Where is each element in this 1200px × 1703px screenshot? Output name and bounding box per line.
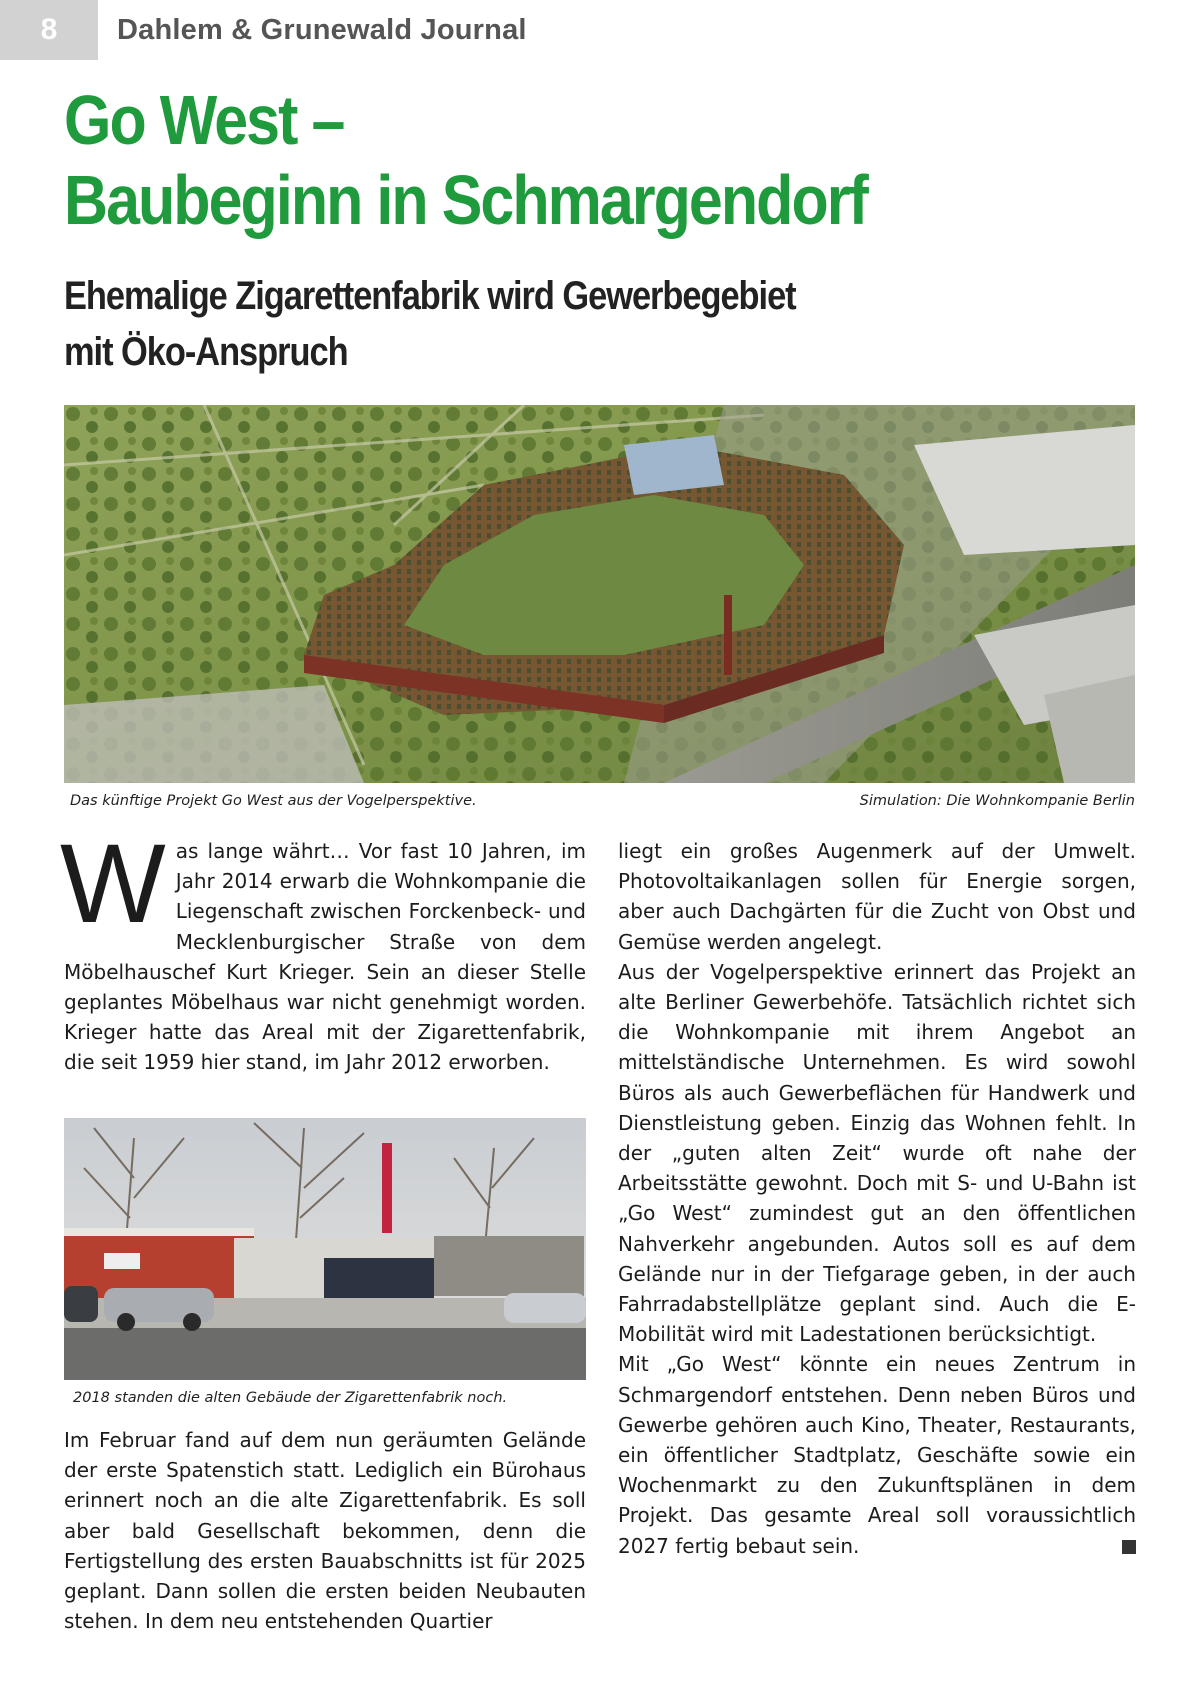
main-photo-credit: Simulation: Die Wohnkompanie Berlin [859, 793, 1135, 809]
paragraph-3: liegt ein großes Augenmerk auf der Umwelt. Photovoltaikanlagen sollen für Energie sorgen, aber auch Dachgärten für die Zucht von Obst und Gemüse werden angelegt. [618, 839, 1136, 954]
aerial-illustration [64, 405, 1135, 783]
main-photo-caption: Das künftige Projekt Go West aus der Vogelperspektive. [70, 793, 477, 809]
paragraph-5-text: Mit „Go West“ könnte ein neues Zentrum in Schmargendorf entstehen. Denn neben Büros und Gewerbe gehören auch Kino, Theater, Restaurants, ein öffentlicher Stadtplatz, Geschäfte sowie ein Wochenmarkt zu den Zukunftsplänen in dem Projekt. Das gesamte Areal soll voraussichtlich 2027 fertig bebaut sein. [618, 1352, 1136, 1558]
street-illustration [64, 1118, 586, 1380]
intro-paragraph: as lange währt… Vor fast 10 Jahren, im Jahr 2014 erwarb die Wohnkompanie die Liegenschaft zwischen Forckenbeck- und Mecklenburgischer Straße von dem Möbelhauschef Kurt Krieger. Sein an dieser Stelle geplantes Möbelhaus war nicht genehmigt worden. Krieger hatte das Areal mit der Zigarettenfabrik, die seit 1959 hier stand, im Jahr 2012 erworben. [64, 839, 586, 1075]
article-right-column [618, 836, 1136, 1561]
headline-line-1: Go West – [64, 81, 344, 159]
aerial-project-photo [64, 405, 1135, 783]
paragraph-4: Aus der Vogelperspektive erinnert das Projekt an alte Berliner Gewerbehöfe. Tatsächlich richtet sich die Wohnkompanie mit ihrem Angebot an mittelständische Unternehmen. Es wird sowohl Büros als auch Gewerbeflächen für Handwerk und Dienstleistung geben. Einzig das Wohnen fehlt. In der „guten alten Zeit“ wurde oft nahe der Arbeitsstätte gewohnt. Doch mit S- und U-Bahn ist „Go West“ zumindest gut an den öffentlichen Nahverkehr angebunden. Autos soll es auf dem Gelände nur in der Tiefgarage geben, in der auch Fahrradabstellplätze geplant sind. Auch die E-Mobilität wird mit Ladestationen berücksichtigt. [618, 959, 1136, 1347]
page-number: 8 [40, 13, 58, 46]
article-intro [60, 821, 586, 1078]
paragraph-2: Im Februar fand auf dem nun geräumten Gelände der erste Spatenstich statt. Lediglich ein Bürohaus erinnert noch an die alte Zigarettenfabrik. Es soll aber bald Gesellschaft bekommen, denn die Fertigstellung des ersten Bauabschnitts ist für 2025 geplant. Dann sollen die ersten beiden Neubauten stehen. In dem neu entstehenden Quartier [64, 1428, 586, 1634]
end-of-article-square-icon [1122, 1540, 1136, 1554]
second-photo-caption: 2018 standen die alten Gebäude der Zigarettenfabrik noch. [73, 1390, 508, 1406]
subheadline-line-2: mit Öko-Anspruch [64, 330, 348, 374]
paragraph-5 [618, 1349, 1136, 1560]
journal-name: Dahlem & Grunewald Journal [117, 14, 527, 46]
article-paragraph-2 [64, 1425, 586, 1636]
dropcap: W [60, 821, 166, 946]
headline-line-2: Baubeginn in Schmargendorf [64, 161, 867, 239]
old-factory-photo [64, 1118, 586, 1380]
headline [64, 80, 1021, 240]
page-number-tab [0, 0, 98, 60]
subheadline-line-1: Ehemalige Zigarettenfabrik wird Gewerbegebiet [64, 274, 796, 318]
subheadline [64, 268, 796, 380]
